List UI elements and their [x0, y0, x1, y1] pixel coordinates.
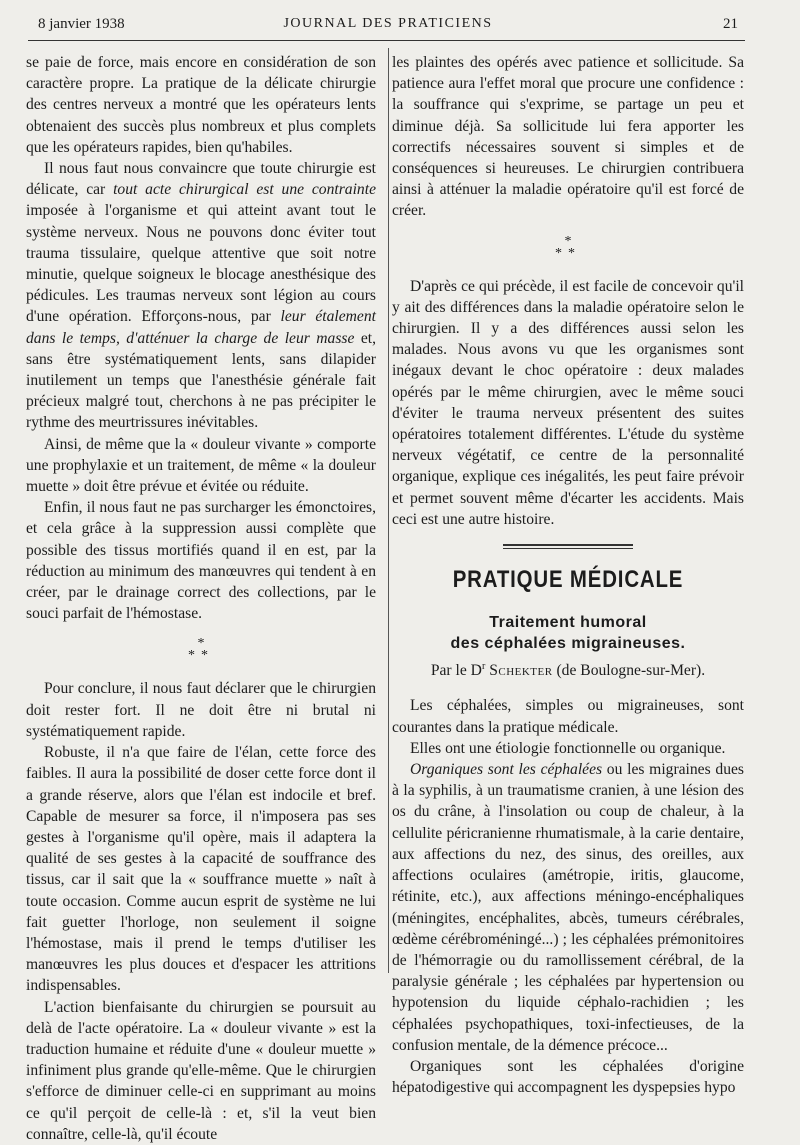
italic-run: tout acte chirurgical est une contrainte — [113, 181, 376, 199]
journal-title: JOURNAL DES PRATICIENS — [283, 16, 493, 31]
paragraph: se paie de force, mais encore en considération de son caractère propre. La pratique de la délicate chirurgie des centres nerveux a montré que les opérateurs lents obtenaient des succès plus nombreux et plus complets que les opérateurs rapides, bien qu'habiles. — [26, 54, 376, 156]
byline-prefix: Par le D — [430, 662, 482, 680]
paragraph — [26, 158, 376, 434]
asterism-divider — [392, 233, 744, 261]
byline-suffix: (de Boulogne-sur-Mer). — [552, 662, 706, 680]
asterism-top: * — [197, 636, 205, 652]
asterism-bottom: ** — [555, 245, 581, 261]
header-rule — [28, 40, 745, 41]
header-date: 8 janvier 1938 — [38, 16, 125, 32]
paragraph: L'action bienfaisante du chirurgien se poursuit au delà de l'acte opératoire. La « douleur vivante » est la traduction humaine et réduite d'une « douleur muette » infiniment plus grande qu'elle-même. Que le chirurgien s'efforce de diminuer celle-ci en supprimant au moins ce qu'il perçoit de celle-là : et, s'il la veut bien connaître, celle-là, qu'il écoute — [26, 998, 376, 1143]
section-title: PRATIQUE MÉDICALE — [452, 566, 684, 594]
section-rule — [503, 544, 633, 549]
column-divider — [388, 48, 389, 973]
paragraph: Enfin, il nous faut ne pas surcharger les émonctoires, et cela grâce à la suppression aussi complète que possible des tissus mortifiés quand il en est, par la réduction au minimum des manœuvres qui tendent à en créer, par le drainage correct des collections, par le souci parfait de l'hémostase. — [26, 499, 376, 623]
text-run: et, sans être systématiquement lents, sans dilapider inutilement un temps que l'anesthésie générale fait précieux malgré tout, cherchons à ne pas précipiter le rythme des meurtrissures inévitables. — [26, 329, 376, 432]
running-header — [38, 16, 738, 38]
left-column — [26, 52, 376, 1145]
italic-run: Organiques sont les céphalées — [410, 761, 603, 779]
asterism-top: * — [564, 233, 572, 249]
paragraph — [392, 759, 744, 1056]
paragraph: Ainsi, de même que la « douleur vivante » comporte une prophylaxie et un traitement, de même « la douleur muette » doit être prévue et évitée ou réduite. — [26, 435, 376, 496]
right-column — [392, 52, 744, 1098]
italic-run: leur étalement dans le temps, d'atténuer la charge de leur masse — [26, 308, 376, 347]
asterism-bottom: ** — [188, 648, 214, 664]
paragraph: Robuste, il n'a que faire de l'élan, cette force des faibles. Il aura la possibilité de doser cette force dont il a grande réserve, alors que l'élan est indocile et bref. Capable de mesurer sa force, il n'imposera pas ses gestes à l'organisme qu'il opère, mais il adaptera la qualité de ses gestes à la capacité de souffrance des tissus, car il sait que la « souffrance muette » naît à toute occasion. Comme aucun esprit de système ne lui fait guetter l'horloge, non seulement il soigne l'hémostase, mais il prend le temps d'utiliser les manœuvres les plus douces et d'espacer les attritions indispensables. — [26, 744, 376, 995]
paragraph: les plaintes des opérés avec patience et sollicitude. Sa patience aura l'effet moral que procure une confidence : la souffrance qui s'exprime, se partage un peu et diminue déjà. Sa sollicitude lui fera apporter les correctifs nécessaires souvent si simples et de conséquences si heureuses. Le chirurgien contribuera ainsi à atténuer la maladie opératoire qu'il est forcé de créer. — [392, 54, 744, 220]
paragraph: Pour conclure, il nous faut déclarer que le chirurgien doit rester fort. Il ne doit être ni brutal ni systématiquement rapide. — [26, 680, 376, 740]
byline-superscript: r — [481, 661, 486, 673]
author-name: Schekter — [489, 662, 553, 680]
article-title-line: Traitement humoral — [489, 614, 647, 632]
article-title-line: des céphalées migraineuses. — [450, 635, 686, 653]
asterism-divider — [26, 638, 376, 662]
text-run: ou les migraines dues à la syphilis, à un traumatisme cranien, à une lésion des os du crâne, à l'insolation ou coup de chaleur, à la cellulite péricranienne rhumatismale, à la carie dentaire, aux affections du nez, des sinus, des oreilles, aux affections oculaires (amétropie, iritis, glaucome, rétinite, etc.), aux affections méningo-encéphaliques (méningites, encéphalites, abcès, tumeurs cérébrales, œdème cérébroméningé...) ; les céphalées prémonitoires de l'hémorragie ou du ramollissement cérébral, de la paralysie générale ; les céphalées par hypertension ou hypotension du liquide céphalo-rachidien ; les céphalées psychopathiques, toxi-infectieuses, de la confusion mentale, de la démence précoce... — [392, 761, 744, 1054]
byline — [392, 660, 744, 681]
page-number: 21 — [723, 16, 738, 32]
text-run: Il nous faut nous convaincre que toute chirurgie est délicate, car — [26, 160, 376, 199]
paragraph: Les céphalées, simples ou migraineuses, sont courantes dans la pratique médicale. — [392, 697, 744, 736]
paragraph: Elles ont une étiologie fonctionnelle ou organique. — [410, 739, 726, 757]
paragraph: D'après ce qui précède, il est facile de concevoir qu'il y ait des différences dans la maladie opératoire selon le chirurgien. Il y a des différences aussi selon les malades. Nous avons vu que les organismes sont inégaux devant le choc opératoire : deux malades opérés par le même chirurgien, avec le même souci d'éviter le trauma nerveux présentent des suites opératoires totalement différentes. L'étude du système nerveux végétatif, ce centre de la personnalité organique, explique ces inégalités, les peut faire prévoir et permet souvent même d'écarter les accidents. Mais ceci est une autre histoire. — [392, 277, 744, 528]
text-run: imposée à l'organisme et qui atteint avant tout le système nerveux. Nous ne pouvons donc éviter tout trauma tissulaire, quelque attentive que soit notre minutie, quelque soigneux le blocage anesthésique des pédicules. Les traumas nerveux sont légion au cours d'une opération. Efforçons-nous, par — [26, 202, 376, 326]
article-title — [392, 612, 744, 654]
paragraph: Organiques sont les céphalées d'origine hépatodigestive qui accompagnent les dyspepsies hypo — [392, 1057, 744, 1097]
